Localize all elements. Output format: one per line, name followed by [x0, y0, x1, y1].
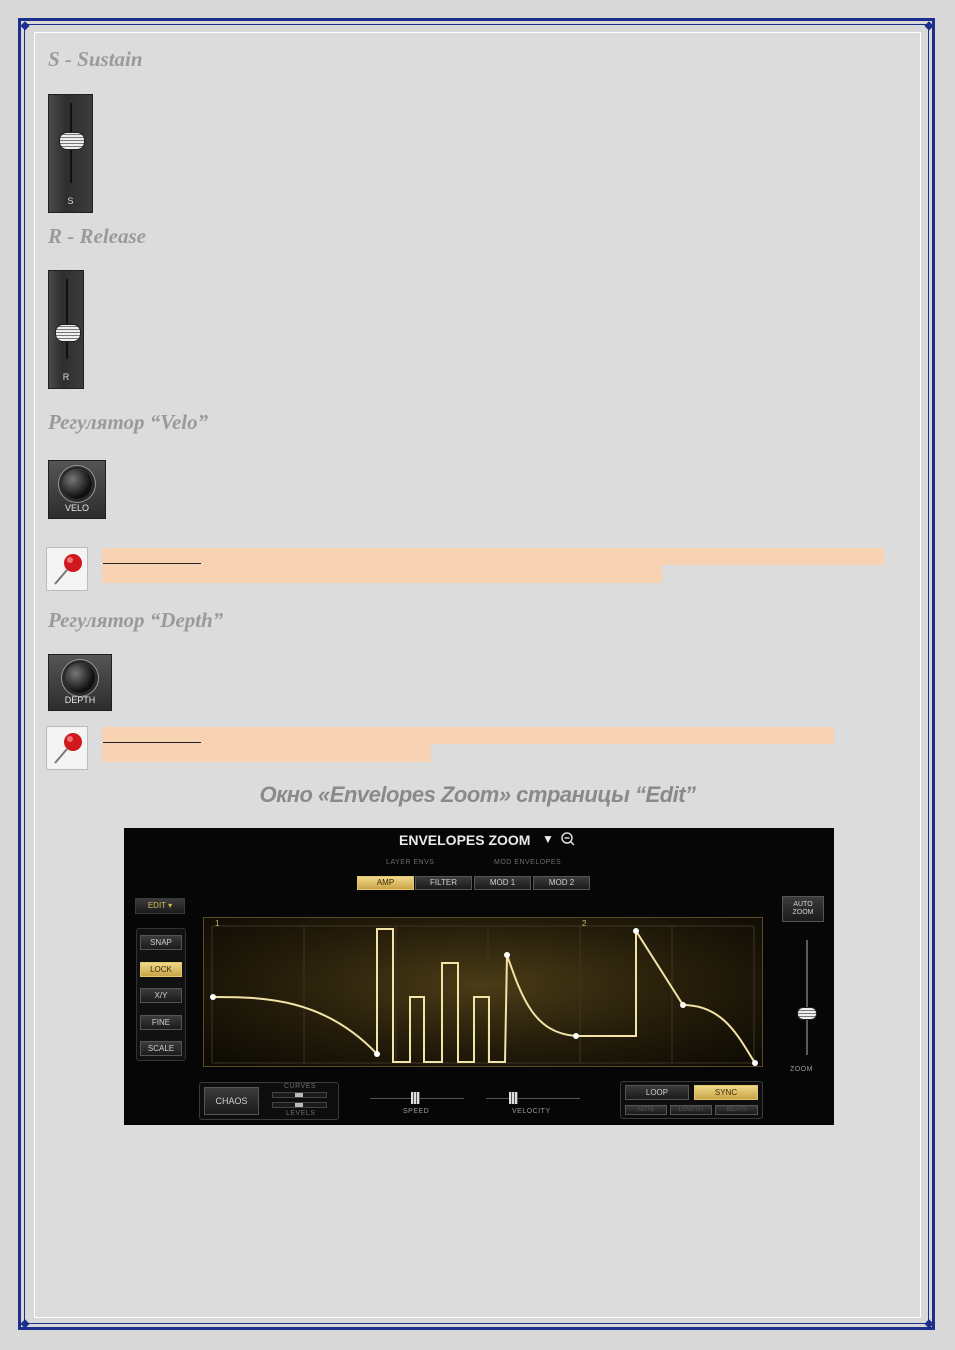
envelope-node [573, 1033, 579, 1039]
speed-label: SPEED [403, 1108, 430, 1115]
zoom-out-icon[interactable] [560, 831, 576, 852]
heading-velo: Регулятор “Velo” [48, 410, 209, 434]
corner-ornament: ◆ [924, 18, 934, 32]
slider-label: S [67, 196, 74, 206]
envelope-curve [213, 929, 755, 1063]
slider-thumb[interactable] [59, 132, 85, 150]
edit-dropdown[interactable]: EDIT ▾ [135, 898, 185, 914]
envelope-node [374, 1051, 380, 1057]
sync-button[interactable]: SYNC [694, 1085, 758, 1100]
marker-2: 2 [582, 919, 587, 928]
scale-button[interactable]: SCALE [140, 1041, 182, 1056]
pushpin-icon [46, 726, 88, 770]
knob-dial[interactable] [62, 469, 92, 499]
envelope-node [633, 928, 639, 934]
envelope-node [504, 952, 510, 958]
zoom-label: ZOOM [790, 1066, 813, 1073]
loop-button[interactable]: LOOP [625, 1085, 689, 1100]
curves-label: CURVES [284, 1083, 317, 1090]
pushpin-icon [46, 547, 88, 591]
corner-ornament: ◆ [20, 18, 30, 32]
tab-amp[interactable]: AMP [357, 876, 414, 890]
release-slider[interactable] [48, 270, 84, 389]
length-button[interactable]: LENGTH [670, 1105, 712, 1115]
envelope-node [210, 994, 216, 1000]
note-highlight [102, 744, 431, 762]
envelope-graph[interactable] [203, 917, 763, 1067]
slider-track [66, 279, 68, 359]
velo-knob[interactable] [48, 460, 106, 519]
document-page [34, 32, 921, 1318]
corner-ornament: ◆ [20, 1316, 30, 1330]
envelope-node [752, 1060, 758, 1066]
zoom-slider-track[interactable] [806, 940, 808, 1055]
note-highlight [102, 548, 884, 565]
note-button[interactable]: NOTE [625, 1105, 667, 1115]
panel-title: ENVELOPES ZOOM [399, 832, 531, 848]
depth-knob[interactable] [48, 654, 112, 711]
dropdown-arrow-icon[interactable]: ▼ [542, 832, 554, 846]
xy-button[interactable]: X/Y [140, 988, 182, 1003]
zoom-slider-thumb[interactable] [797, 1007, 817, 1020]
knob-label: VELO [64, 503, 89, 513]
envelopes-zoom-panel [124, 828, 834, 1125]
note-highlight [102, 727, 834, 744]
window-title: Окно «Envelopes Zoom» страницы “Edit” [259, 782, 696, 807]
sustain-slider[interactable] [48, 94, 93, 213]
chaos-button[interactable]: CHAOS [204, 1087, 259, 1115]
corner-ornament: ◆ [924, 1316, 934, 1330]
heading-sustain: S - Sustain [48, 47, 143, 71]
note-highlight [102, 565, 662, 583]
knob-dial[interactable] [65, 663, 95, 693]
knob-label: DEPTH [64, 695, 96, 705]
tab-filter[interactable]: FILTER [415, 876, 472, 890]
tab-mod-2[interactable]: MOD 2 [533, 876, 590, 890]
group-label-mod-envelopes: MOD ENVELOPES [494, 859, 562, 866]
slider-thumb[interactable] [55, 324, 81, 342]
tool-column [136, 928, 186, 1061]
tab-mod-1[interactable]: MOD 1 [474, 876, 531, 890]
auto-zoom-button[interactable]: AUTO ZOOM [782, 896, 824, 922]
levels-label: LEVELS [286, 1110, 316, 1117]
velocity-label: VELOCITY [512, 1108, 551, 1115]
note-label-underline [103, 742, 201, 743]
heading-release: R - Release [48, 224, 146, 248]
beats-button[interactable]: BEATS [715, 1105, 758, 1115]
edit-dropdown-label: EDIT [147, 901, 166, 910]
levels-slider[interactable] [272, 1102, 327, 1108]
curves-slider[interactable] [272, 1092, 327, 1098]
snap-button[interactable]: SNAP [140, 935, 182, 950]
lock-button[interactable]: LOCK [140, 962, 182, 977]
fine-button[interactable]: FINE [140, 1015, 182, 1030]
velocity-slider[interactable] [486, 1098, 580, 1099]
heading-depth: Регулятор “Depth” [48, 608, 224, 632]
envelope-node [680, 1002, 686, 1008]
note-label-underline [103, 563, 201, 564]
speed-thumb[interactable] [411, 1092, 420, 1104]
slider-label: R [62, 372, 70, 382]
marker-1: 1 [215, 919, 220, 928]
group-label-layer-envs: LAYER ENVS [386, 859, 435, 866]
velocity-thumb[interactable] [509, 1092, 518, 1104]
